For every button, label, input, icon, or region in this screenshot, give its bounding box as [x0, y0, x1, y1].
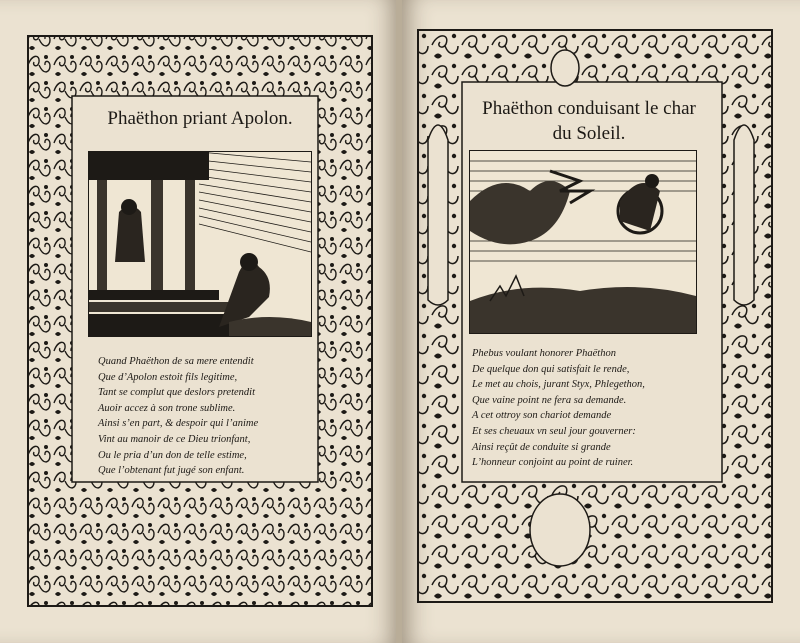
verse-line: Le met au chois, jurant Styx, Phlegethon, [472, 379, 645, 391]
right-title-line-2: du Soleil. [552, 123, 626, 144]
woodcut-phaethon-driving-chariot [469, 150, 697, 334]
verse-line: Ainsi s’en part, & despoir qui l’anime [98, 418, 259, 430]
verse-line: De quelque don qui satisfait le rende, [472, 363, 630, 375]
right-title-line-1: Phaëthon conduisant le char [482, 98, 696, 119]
verse-line: L’honneur conjoint au point de ruiner. [472, 457, 634, 469]
verse-line: Ainsi reçût de conduite si grande [472, 441, 611, 453]
verse-line: Que d’Apolon estoit fils legitime, [98, 371, 238, 383]
verse-line: Que vaine point ne fera sa demande. [472, 394, 627, 406]
left-page-title: Phaëthon priant Apolon. [107, 108, 293, 129]
verse-line: Et ses cheuaux vn seul jour gouverner: [472, 425, 636, 437]
woodcut-phaethon-praying-apollo [88, 151, 312, 337]
verse-line: A cet ottroy son chariot demande [472, 410, 612, 422]
right-page-title [474, 96, 704, 146]
verse-line: Que l’obtenant fut jugé son enfant. [98, 465, 245, 477]
left-verse [98, 354, 318, 479]
verse-line: Tant se complut que deslors pretendit [98, 387, 256, 399]
verse-line: Auoir accez à son trone sublime. [98, 402, 236, 414]
verse-line: Vint au manoir de ce Dieu trionfant, [98, 433, 251, 445]
right-verse [472, 346, 702, 471]
verse-line: Phebus voulant honorer Phaëthon [472, 348, 616, 359]
verse-line: Ou le pria d’un don de telle estime, [98, 449, 247, 461]
verse-line: Quand Phaëthon de sa mere entendit [98, 356, 254, 367]
